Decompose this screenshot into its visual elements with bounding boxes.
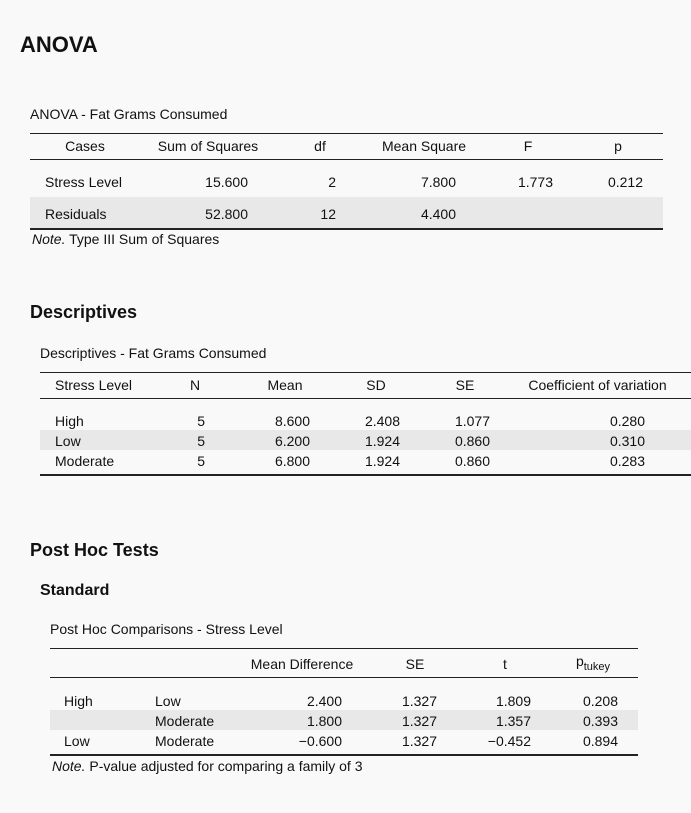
posthoc-header-ptukey-sub: tukey [583, 661, 611, 673]
anova-cell-mean-square: 7.800 [420, 174, 456, 190]
descriptives-cell-sd: 1.924 [364, 433, 400, 449]
posthoc-header-mean-difference: Mean Difference [250, 656, 354, 672]
descriptives-top-rule [40, 372, 691, 373]
posthoc-header-rule [50, 677, 638, 678]
descriptives-cell-sd: 1.924 [364, 453, 400, 469]
anova-cell-mean-square: 4.400 [420, 206, 456, 222]
descriptives-cell-level: High [55, 413, 84, 429]
anova-cell-case: Stress Level [45, 174, 123, 190]
descriptives-header-se: SE [455, 377, 475, 393]
posthoc-header-ptukey [568, 653, 618, 673]
posthoc-cell-mean-difference: 1.800 [306, 713, 342, 729]
posthoc-table-caption: Post Hoc Comparisons - Stress Level [50, 621, 283, 637]
anova-note [32, 231, 219, 247]
anova-header-cases: Cases [65, 138, 105, 154]
posthoc-row-shading [50, 710, 638, 730]
anova-bottom-rule [30, 228, 663, 230]
descriptives-cell-n: 5 [197, 433, 205, 449]
posthoc-cell-group-a: High [64, 693, 93, 709]
posthoc-cell-se: 1.327 [401, 693, 437, 709]
anova-cell-case: Residuals [45, 206, 107, 222]
descriptives-header-coefficient-of-variation: Coefficient of variation [528, 377, 667, 393]
posthoc-header-ptukey-main: p [575, 653, 584, 669]
posthoc-note-label: Note. [52, 758, 86, 774]
anova-header-mean-square: Mean Square [381, 138, 467, 154]
posthoc-cell-group-b: Low [155, 693, 181, 709]
descriptives-cell-sd: 2.408 [364, 413, 400, 429]
posthoc-note [52, 758, 363, 774]
anova-cell-f: 1.773 [517, 174, 553, 190]
posthoc-cell-ptukey: 0.894 [582, 733, 618, 749]
posthoc-heading: Post Hoc Tests [30, 540, 159, 560]
anova-table-caption: ANOVA - Fat Grams Consumed [30, 106, 228, 122]
descriptives-header-n: N [189, 377, 201, 393]
descriptives-cell-cv: 0.280 [609, 413, 645, 429]
posthoc-subheading: Standard [40, 582, 110, 599]
anova-top-rule [30, 133, 663, 134]
descriptives-cell-level: Moderate [55, 453, 115, 469]
descriptives-header-mean: Mean [267, 377, 303, 393]
descriptives-cell-n: 5 [197, 413, 205, 429]
posthoc-cell-mean-difference: −0.600 [298, 733, 342, 749]
descriptives-cell-n: 5 [197, 453, 205, 469]
posthoc-cell-group-b: Moderate [155, 713, 215, 729]
anova-header-f: F [523, 138, 533, 154]
descriptives-header-stress-level: Stress Level [55, 377, 133, 393]
descriptives-table-caption: Descriptives - Fat Grams Consumed [40, 345, 267, 361]
posthoc-cell-group-b: Moderate [155, 733, 215, 749]
descriptives-cell-se: 0.860 [454, 453, 490, 469]
anova-note-label: Note. [32, 231, 66, 247]
descriptives-cell-se: 1.077 [454, 413, 490, 429]
descriptives-cell-level: Low [55, 433, 81, 449]
posthoc-cell-t: −0.452 [487, 733, 531, 749]
descriptives-header-sd: SD [366, 377, 386, 393]
anova-header-rule [30, 159, 663, 160]
descriptives-bottom-rule [40, 474, 691, 476]
posthoc-cell-se: 1.327 [401, 713, 437, 729]
descriptives-cell-mean: 6.200 [274, 433, 310, 449]
descriptives-heading: Descriptives [30, 302, 138, 322]
anova-header-p: p [614, 138, 622, 154]
posthoc-top-rule [50, 648, 638, 649]
anova-heading: ANOVA [20, 32, 98, 57]
posthoc-cell-ptukey: 0.393 [582, 713, 618, 729]
descriptives-cell-mean: 8.600 [274, 413, 310, 429]
posthoc-cell-t: 1.809 [495, 693, 531, 709]
posthoc-cell-mean-difference: 2.400 [306, 693, 342, 709]
anova-cell-df: 12 [320, 206, 336, 222]
anova-cell-p: 0.212 [607, 174, 643, 190]
posthoc-note-text: P-value adjusted for comparing a family of 3 [85, 758, 363, 774]
anova-note-text: Type III Sum of Squares [65, 231, 220, 247]
posthoc-cell-se: 1.327 [401, 733, 437, 749]
anova-header-df: df [314, 138, 326, 154]
posthoc-header-se: SE [405, 656, 425, 672]
posthoc-cell-t: 1.357 [495, 713, 531, 729]
posthoc-bottom-rule [50, 754, 638, 756]
descriptives-header-rule [40, 398, 691, 399]
descriptives-cell-cv: 0.283 [609, 453, 645, 469]
anova-cell-sum-of-squares: 15.600 [205, 174, 248, 190]
anova-header-sum-of-squares: Sum of Squares [157, 138, 259, 154]
posthoc-cell-ptukey: 0.208 [582, 693, 618, 709]
posthoc-cell-group-a: Low [64, 733, 90, 749]
posthoc-header-t: t [503, 656, 507, 672]
descriptives-cell-se: 0.860 [454, 433, 490, 449]
anova-cell-sum-of-squares: 52.800 [205, 206, 248, 222]
anova-row-shading [30, 197, 663, 229]
descriptives-cell-cv: 0.310 [609, 433, 645, 449]
anova-cell-df: 2 [328, 174, 336, 190]
descriptives-cell-mean: 6.800 [274, 453, 310, 469]
